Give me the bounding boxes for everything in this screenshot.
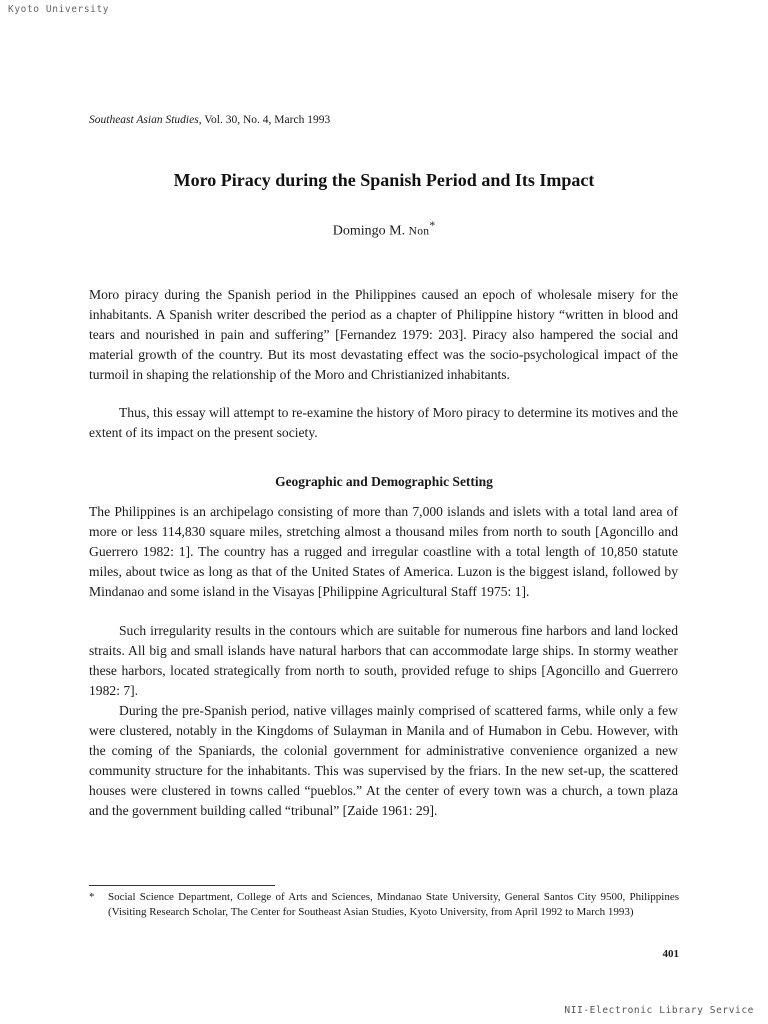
journal-details: , Vol. 30, No. 4, March 1993 [198,114,331,126]
footnote-mark: * [89,891,95,903]
journal-name: Southeast Asian Studies [89,114,199,126]
watermark-top: Kyoto University [8,4,110,15]
paragraph-intro: Moro piracy during the Spanish period in the Philippines caused an epoch of wholesale misery for the inhabitants. A Spanish writer described the period as a chapter of Philippine history “written in blood and tears and nourished in pain and suffering” [Fernandez 1979: 203]. Piracy also hampered the social and material growth of the country. But its most devastating effect was the socio-psychological impact of the turmoil in shaping the relationship of the Moro and Christianized inhabitants. [89,287,678,382]
watermark-bottom: NII-Electronic Library Service [564,1005,754,1016]
paragraph-harbors: Such irregularity results in the contours which are suitable for numerous fine harbors and land locked straits. All big and small islands have natural harbors that can accommodate large ships. In stormy weather these harbors, located strategically from north to south, provided refuge to ships [Agoncillo and Guerrero 1982: 7]. [89,623,678,698]
paragraph-purpose: Thus, this essay will attempt to re-examine the history of Moro piracy to determine its motives and the extent of its impact on the present society. [89,405,678,440]
page-number: 401 [662,948,679,960]
article-title: Moro Piracy during the Spanish Period and Its Impact [173,170,595,190]
author-given-name: Domingo M. [332,223,409,239]
paragraph-pre-spanish: During the pre-Spanish period, native villages mainly comprised of scattered farms, while only a few were clustered, notably in the Kingdoms of Sulayman in Manila and of Humabon in Cebu. However, with the coming of the Spaniards, the colonial government for administrative convenience organized a new community structure for the inhabitants. This was supervised by the friars. In the new set-up, the scattered houses were clustered in towns called “pueblos.” At the center of every town was a church, a town plaza and the government building called “tribunal” [Zaide 1961: 29]. [89,703,678,818]
footnote [89,890,679,920]
author-line [0,219,768,240]
journal-citation [89,114,330,126]
footnote-text: Social Science Department, College of Arts and Sciences, Mindanao State University, General Santos City 9500, Philippines (Visiting Research Scholar, The Center for Southeast Asian Studies, Kyoto University, from April 1992 to March 1993) [108,891,679,919]
author-surname: Non [408,225,430,238]
paragraph-geography: The Philippines is an archipelago consisting of more than 7,000 islands and islets with a total land area of more or less 114,830 square miles, stretching almost a thousand miles from north to south [Agoncillo and Guerrero 1982: 1]. The country has a rugged and irregular coastline with a total length of 10,850 statute miles, about twice as long as that of the United States of America. Luzon is the biggest island, followed by Mindanao and some island in the Visayas [Philippine Agricultural Staff 1975: 1]. [89,504,678,599]
author-footnote-mark: * [429,219,436,232]
section-heading: Geographic and Demographic Setting [275,474,493,489]
footnote-divider [89,885,275,886]
